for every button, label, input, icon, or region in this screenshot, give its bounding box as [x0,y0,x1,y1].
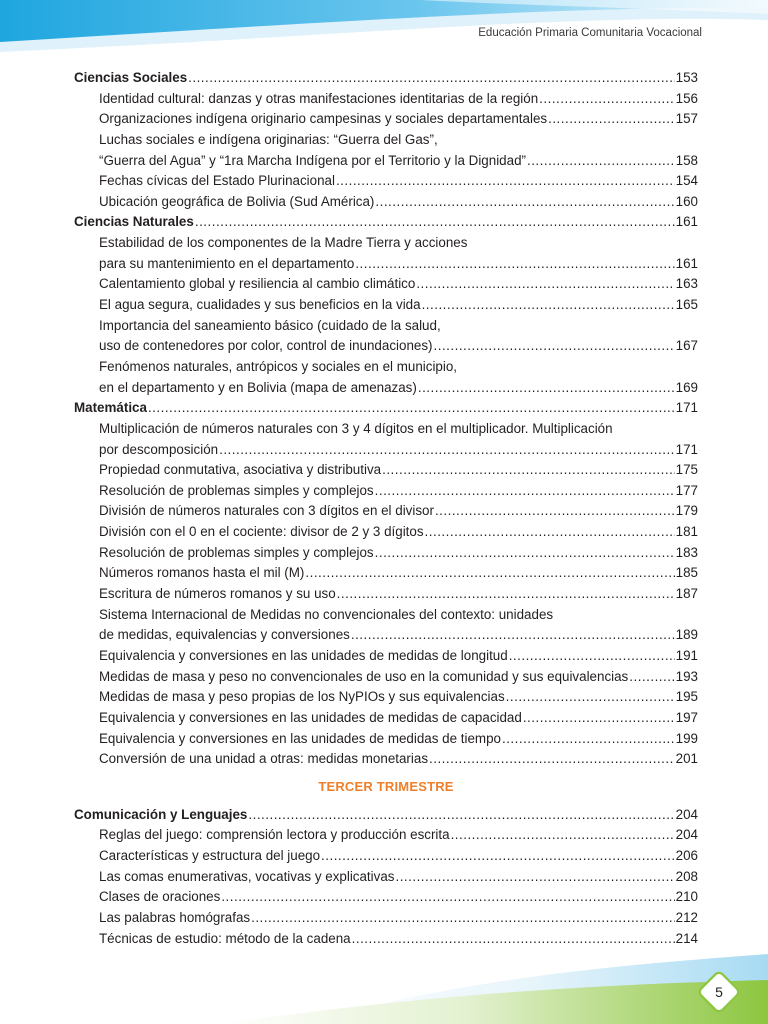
toc-page-number: 156 [675,90,698,106]
toc-leader-dots [382,460,675,481]
toc-entry-title: Resolución de problemas simples y complejos [99,544,374,560]
toc-page-number: 153 [675,70,698,85]
toc-leader-dots [523,708,675,729]
toc-leader-dots [375,543,675,564]
toc-entry [74,357,698,378]
toc-leader-dots [527,151,675,172]
toc-entry [74,563,698,584]
toc-leader-dots [422,295,675,316]
toc-entry [74,825,698,846]
toc-entry-title: Fenómenos naturales, antrópicos y sociales en el municipio, [99,358,458,374]
toc-entry [74,667,698,688]
toc-leader-dots [425,522,675,543]
toc-leader-dots [188,68,675,89]
toc-entry-title: Medidas de masa y peso propias de los NyPIOs y sus equivalencias [99,689,505,705]
toc-entry-title: por descomposición [99,441,219,457]
running-header-title: Educación Primaria Comunitaria Vocacional [478,27,702,39]
toc-leader-dots [375,481,675,502]
toc-page-number: 161 [675,255,698,271]
toc-entry [74,151,698,172]
toc-entry [74,460,698,481]
toc-leader-dots [429,749,675,770]
toc-page-number: 212 [675,909,698,925]
toc-leader-dots [351,625,675,646]
toc-entry-title: Las comas enumerativas, vocativas y explicativas [99,868,395,884]
toc-entry-title: Equivalencia y conversiones en las unidades de medidas de capacidad [99,709,522,725]
toc-entry [74,584,698,605]
toc-entry-title: uso de contenedores por color, control de inundaciones) [99,338,433,354]
toc-entry-title: Fechas cívicas del Estado Plurinacional [99,173,335,189]
toc-page-number: 181 [675,524,698,540]
toc-entry [74,440,698,461]
toc-leader-dots [195,212,675,233]
toc-leader-dots [305,563,674,584]
toc-entry [74,233,698,254]
toc-entry-title: Estabilidad de los componentes de la Madre Tierra y acciones [99,235,468,251]
toc-entry [74,419,698,440]
toc-section-entry [74,805,698,826]
toc-entry [74,254,698,275]
toc-entry-title: Calentamiento global y resiliencia al cambio climático [99,276,416,292]
toc-page-number: 179 [675,503,698,519]
toc-leader-dots [539,89,674,110]
toc-entry-title: Comunicación y Lenguajes [74,806,248,822]
toc-entry-title: Reglas del juego: comprensión lectora y producción escrita [99,827,450,843]
toc-page-number: 171 [675,400,698,416]
toc-page-number: 154 [675,173,698,189]
toc-entry-title: Importancia del saneamiento básico (cuidado de la salud, [99,317,441,333]
toc-entry-title: Matemática [74,400,147,416]
toc-page-number: 157 [675,111,698,127]
toc-leader-dots [251,908,675,929]
toc-entry-title: Medidas de masa y peso no convencionales de uso en la comunidad y sus equivalencias [99,668,629,684]
toc-leader-dots [416,274,674,295]
toc-entry-title: Organizaciones indígena originario campesinas y sociales departamentales [99,111,548,127]
toc-entry-title: para su mantenimiento en el departamento [99,255,355,271]
toc-leader-dots [219,440,675,461]
toc-page-number: 177 [675,482,698,498]
toc-entry [74,501,698,522]
toc-entry [74,481,698,502]
toc-page-number: 158 [675,152,698,168]
toc-page-number: 199 [675,730,698,746]
toc-entry [74,295,698,316]
toc-entry [74,336,698,357]
toc-entry-title: Sistema Internacional de Medidas no convencionales del contexto: unidades [99,606,554,622]
toc-page-number: 167 [675,338,698,354]
toc-entry-title: Características y estructura del juego [99,848,321,864]
toc-entry-title: Luchas sociales e indígena originarias: “Guerra del Gas”, [99,131,438,147]
toc-leader-dots [148,398,675,419]
toc-section-entry [74,398,698,419]
toc-leader-dots [221,887,674,908]
page-number: 5 [715,984,723,1000]
toc-entry-title: Técnicas de estudio: método de la cadena [99,930,351,946]
toc-page-number: 191 [675,647,698,663]
toc-leader-dots [451,825,675,846]
toc-leader-dots [548,109,675,130]
toc-leader-dots [418,378,675,399]
toc-page-number: 204 [675,827,698,843]
toc-entry [74,729,698,750]
toc-entry [74,192,698,213]
toc-entry-title: Ciencias Sociales [74,70,188,85]
toc-entry-title: Las palabras homógrafas [99,909,251,925]
toc-page-number: 206 [675,848,698,864]
trimester-heading: TERCER TRIMESTRE [318,778,454,794]
toc-page-number: 183 [675,544,698,560]
toc-leader-dots [434,336,675,357]
toc-page-number: 201 [675,751,698,767]
toc-entry-title: de medidas, equivalencias y conversiones [99,627,350,643]
toc-entry-title: Conversión de una unidad a otras: medidas monetarias [99,751,429,767]
toc-page-number: 189 [675,627,698,643]
toc-leader-dots [337,584,675,605]
toc-entry-title: Equivalencia y conversiones en las unidades de medidas de tiempo [99,730,501,746]
toc-entry [74,867,698,888]
toc-leader-dots [321,846,675,867]
toc-entry [74,908,698,929]
toc-leader-dots [395,867,674,888]
toc-page-number: 195 [675,689,698,705]
toc-page-number: 169 [675,379,698,395]
toc-page-number: 165 [675,297,698,313]
toc-page-number: 208 [675,868,698,884]
toc-entry [74,646,698,667]
toc-entry-title: División de números naturales con 3 dígitos en el divisor [99,503,434,519]
toc-entry-title: Propiedad conmutativa, asociativa y distributiva [99,462,382,478]
toc-entry-title: Ubicación geográfica de Bolivia (Sud América) [99,193,375,209]
footer-wave-decoration [0,934,768,1024]
toc-entry [74,130,698,151]
toc-entry-title: en el departamento y en Bolivia (mapa de amenazas) [99,379,417,395]
toc-block-third-trimester [74,805,698,949]
toc-page-number: 161 [675,214,698,230]
toc-entry-title: División con el 0 en el cociente: divisor de 2 y 3 dígitos [99,524,424,540]
toc-leader-dots [248,805,674,826]
toc-entry [74,605,698,626]
toc-entry [74,749,698,770]
toc-entry-title: Ciencias Naturales [74,214,194,230]
toc-leader-dots [629,667,674,688]
toc-leader-dots [355,254,674,275]
toc-leader-dots [502,729,675,750]
toc-page-number: 214 [675,930,698,946]
toc-page-number: 185 [675,565,698,581]
toc-page-number: 204 [675,806,698,822]
toc-section-entry [74,68,698,89]
toc-entry [74,171,698,192]
toc-page-number: 160 [675,193,698,209]
toc-entry [74,846,698,867]
toc-entry [74,378,698,399]
toc-entry-title: Clases de oraciones [99,889,221,905]
toc-entry [74,543,698,564]
toc-page-number: 187 [675,586,698,602]
toc-entry [74,316,698,337]
toc-leader-dots [506,687,675,708]
toc-leader-dots [509,646,675,667]
toc-leader-dots [435,501,675,522]
toc-entry-title: Números romanos hasta el mil (M) [99,565,305,581]
toc-entry [74,625,698,646]
table-of-contents [74,68,698,949]
toc-entry-title: Identidad cultural: danzas y otras manifestaciones identitarias de la región [99,90,539,106]
toc-page-number: 197 [675,709,698,725]
toc-leader-dots [336,171,675,192]
toc-page-number: 175 [675,462,698,478]
toc-entry [74,687,698,708]
toc-entry [74,887,698,908]
toc-page-number: 171 [675,441,698,457]
toc-entry-title: Escritura de números romanos y su uso [99,586,336,602]
toc-entry [74,708,698,729]
page-number-badge [697,970,741,1014]
toc-section-entry [74,212,698,233]
toc-entry-title: El agua segura, cualidades y sus beneficios en la vida [99,297,421,313]
toc-entry [74,522,698,543]
toc-entry-title: “Guerra del Agua” y “1ra Marcha Indígena por el Territorio y la Dignidad” [99,152,526,168]
toc-entry-title: Equivalencia y conversiones en las unidades de medidas de longitud [99,647,508,663]
toc-entry [74,89,698,110]
toc-leader-dots [375,192,674,213]
toc-block-second-part [74,68,698,770]
toc-entry-title: Multiplicación de números naturales con 3 y 4 dígitos en el multiplicador. Multiplicación [99,420,613,436]
toc-page-number: 210 [675,889,698,905]
toc-entry [74,109,698,130]
toc-entry-title: Resolución de problemas simples y complejos [99,482,374,498]
toc-page-number: 193 [675,668,698,684]
toc-entry [74,274,698,295]
toc-page-number: 163 [675,276,698,292]
